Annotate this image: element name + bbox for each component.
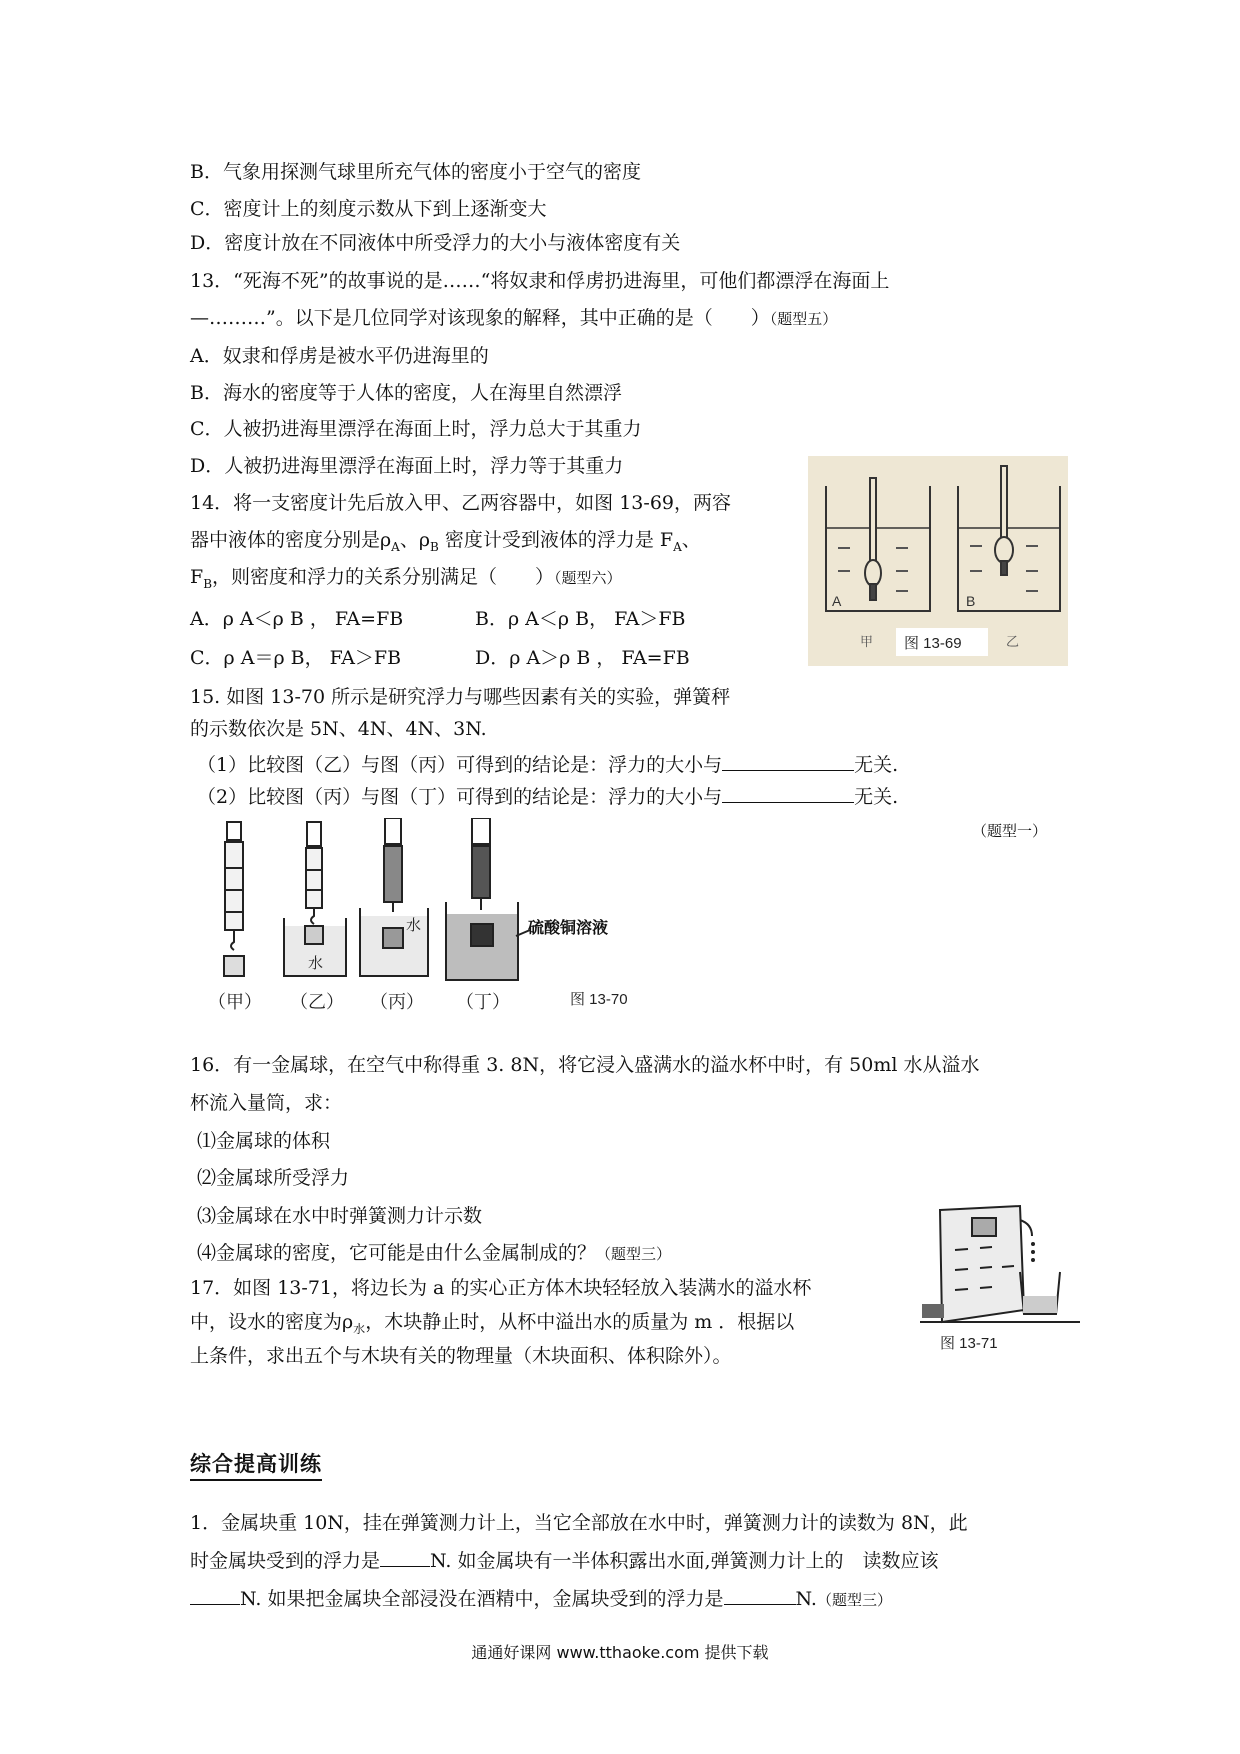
q15-part2: （2）比较图（丙）与图（丁）可得到的结论是：浮力的大小与 无关. [197,786,899,808]
q13-option-d: D．人被扔进海里漂浮在海面上时，浮力等于其重力 [190,455,624,477]
section-title: 综合提高训练 [190,1448,322,1481]
spring-scale-diagram [190,818,750,1018]
measuring-beaker [1020,1272,1060,1314]
water-drops [1031,1242,1035,1262]
q13-option-a: A．奴隶和俘虏是被水平仍进海里的 [190,345,489,367]
figure-13-71-caption: 图 13-71 [940,1335,998,1350]
q13-option-b: B．海水的密度等于人体的密度，人在海里自然漂浮 [190,382,622,404]
q13-option-c: C．人被扔进海里漂浮在海面上时，浮力总大于其重力 [190,418,642,440]
label-ding: （丁） [456,992,510,1013]
answer-blank-1[interactable] [380,1548,430,1567]
beaker-b-label: B [966,593,976,609]
q17-stem-line1: 17．如图 13-71，将边长为 a 的实心正方体木块轻轻放入装满水的溢水杯 [190,1277,812,1299]
q16-stem-line2: 杯流入量筒，求： [190,1092,343,1114]
q14-stem-line3: $F_B$，则密度和浮力的关系分别满足（ ）（题型六） [190,566,622,591]
figure-13-69 [808,456,1068,666]
water-label-bing: 水 [406,916,422,934]
label-jia: 甲 [860,635,874,650]
q15-part1: （1）比较图（乙）与图（丙）可得到的结论是：浮力的大小与 无关. [197,754,899,776]
q14-stem-line2: 器中液体的密度分别是$\rho_A$、$\rho_B$ 密度计受到液体的浮力是 $F_A$、 [190,529,701,554]
section-q1-line2: 时金属块受到的浮力是 N. 如金属块有一半体积露出水面,弹簧测力计上的 读数应该 [190,1550,939,1572]
page-footer: 通通好课网 www.tthaoke.com 提供下载 [471,1643,769,1662]
spring-scale-jia [224,822,244,976]
q16-sub1: ⑴金属球的体积 [197,1130,331,1152]
beaker-b [958,466,1060,611]
q17-stem-line2: 中，设水的密度为$\rho_水$，木块静止时，从杯中溢出水的质量为 m ．根据以 [190,1311,795,1336]
figure-13-71 [920,1200,1080,1350]
overflow-cup-diagram [920,1200,1080,1350]
section-q1-line1: 1．金属块重 10N，挂在弹簧测力计上，当它全部放在水中时，弹簧测力计的读数为 8N，此 [190,1512,968,1534]
label-bing: （丙） [370,992,424,1013]
q17-stem-line3: 上条件，求出五个与木块有关的物理量（木块面积、体积除外）。 [190,1345,732,1367]
q15-stem-line2: 的示数依次是 5N、4N、4N、3N. [190,718,487,740]
figure-13-69-caption: 图 13-69 [904,635,962,652]
label-yi: （乙） [290,992,344,1013]
figure-13-70-caption: 图 13-70 [570,991,628,1008]
overflow-cup [940,1206,1032,1322]
q14-option-d: D．ρ A＞ρ B ， FA=FB [475,647,690,669]
q14-option-c: C．ρ A＝ρ B， FA＞FB [190,647,402,669]
answer-blank-2[interactable] [190,1586,240,1605]
q16-sub4: ⑷金属球的密度，它可能是由什么金属制成的？（题型三） [197,1242,672,1264]
q12-option-b: B．气象用探测气球里所充气体的密度小于空气的密度 [190,161,641,183]
spring-scale-ding [446,818,530,980]
spring-scale-bing [360,818,428,976]
answer-blank-3[interactable] [724,1586,796,1605]
copper-sulfate-label: 硫酸铜溶液 [528,918,609,937]
q13-stem-line2: —………”。以下是几位同学对该现象的解释，其中正确的是（ ）（题型五） [190,307,838,329]
q13-stem-line1: 13．“死海不死”的故事说的是……“将奴隶和俘虏扔进海里，可他们都漂浮在海面上 [190,270,890,292]
beaker-a-label: A [832,593,842,609]
q16-sub3: ⑶金属球在水中时弹簧测力计示数 [197,1205,483,1227]
water-label-yi: 水 [308,954,324,972]
beaker-a [826,478,930,611]
q15-type-tag: （题型一） [972,822,1048,840]
q14-option-b: B．ρ A＜ρ B， FA＞FB [475,608,686,630]
figure-13-70 [190,818,750,1018]
q16-sub2: ⑵金属球所受浮力 [197,1167,350,1189]
spring-scale-yi [284,822,346,976]
label-jia: （甲） [208,992,262,1013]
section-q1-line3: N. 如果把金属块全部浸没在酒精中，金属块受到的浮力是 N.（题型三） [190,1586,892,1613]
q12-option-d: D．密度计放在不同液体中所受浮力的大小与液体密度有关 [190,232,681,254]
q14-option-a: A．ρ A＜ρ B ， FA=FB [190,608,404,630]
q15-stem-line1: 15. 如图 13-70 所示是研究浮力与哪些因素有关的实验，弹簧秤 [190,686,731,708]
q12-option-c: C．密度计上的刻度示数从下到上逐渐变大 [190,198,547,220]
support-block [922,1304,944,1318]
label-yi: 乙 [1006,635,1020,650]
q16-stem-line1: 16．有一金属球，在空气中称得重 3. 8N，将它浸入盛满水的溢水杯中时，有 50ml 水从溢水 [190,1054,980,1076]
q14-stem-line1: 14．将一支密度计先后放入甲、乙两容器中，如图 13-69，两容 [190,492,731,514]
q13-type-tag: （题型五） [769,310,838,328]
hydrometer-diagram [808,456,1068,666]
